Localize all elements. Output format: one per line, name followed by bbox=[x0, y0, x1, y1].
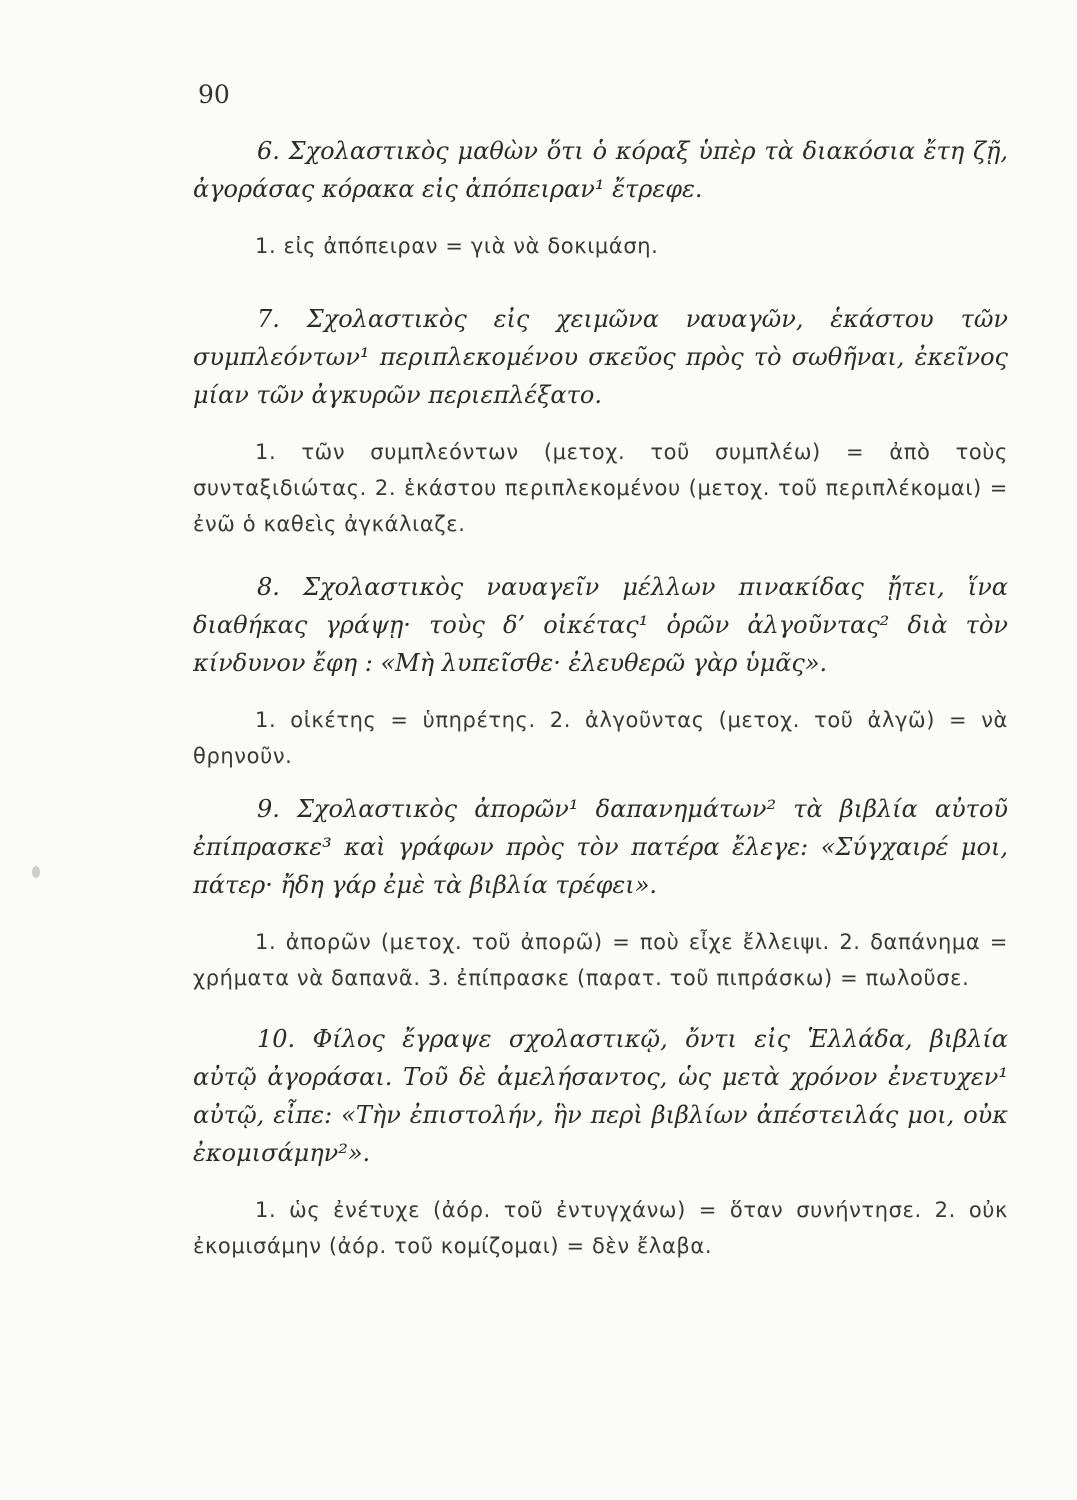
anecdote-6 bbox=[193, 132, 1008, 264]
anecdote-number: 6. bbox=[257, 137, 280, 165]
anecdote-number: 7. bbox=[257, 305, 280, 333]
footnote-text: 1. εἰς ἀπόπειραν = γιὰ νὰ δοκιμάση. bbox=[255, 234, 659, 258]
anecdote-7 bbox=[193, 300, 1008, 542]
anecdote-9 bbox=[193, 790, 1008, 996]
footnote bbox=[193, 924, 1008, 996]
footnote bbox=[193, 1192, 1008, 1264]
ink-smudge bbox=[32, 866, 40, 878]
footnote-text: 1. ὡς ἐνέτυχε (ἀόρ. τοῦ ἐντυγχάνω) = ὅταν συνήντησε. 2. οὐκ ἐκομισάμην (ἀόρ. τοῦ κομίζομαι) = δὲν ἔλαβα. bbox=[193, 1198, 1008, 1258]
anecdote-body: Σχολαστικὸς μαθὼν ὅτι ὁ κόραξ ὑπὲρ τὰ διακόσια ἔτη ζῇ, ἀγοράσας κόρακα εἰς ἀπόπειραν¹ ἔτρεφε. bbox=[193, 137, 1008, 203]
anecdote-text bbox=[193, 790, 1008, 904]
anecdote-8 bbox=[193, 568, 1008, 774]
anecdote-number: 10. bbox=[257, 1025, 296, 1053]
anecdote-body: Φίλος ἔγραψε σχολαστικῷ, ὄντι εἰς Ἑλλάδα, βιβλία αὐτῷ ἀγοράσαι. Τοῦ δὲ ἀμελήσαντος, ὡς μετὰ χρόνον ἐνετυχεν¹ αὐτῷ, εἶπε: «Τὴν ἐπιστολήν, ἣν περὶ βιβλίων ἀπέστειλάς μοι, οὐκ ἐκομισάμην²». bbox=[193, 1025, 1008, 1167]
anecdote-text bbox=[193, 132, 1008, 208]
anecdote-number: 9. bbox=[257, 795, 280, 823]
anecdote-10 bbox=[193, 1020, 1008, 1264]
footnote bbox=[193, 702, 1008, 774]
footnote-text: 1. ἀπορῶν (μετοχ. τοῦ ἀπορῶ) = ποὺ εἶχε ἔλλειψι. 2. δαπάνημα = χρήματα νὰ δαπανᾶ. 3. ἐπίπρασκε (παρατ. τοῦ πιπράσκω) = πωλοῦσε. bbox=[193, 930, 1008, 990]
footnote-text: 1. τῶν συμπλεόντων (μετοχ. τοῦ συμπλέω) = ἀπὸ τοὺς συνταξιδιώτας. 2. ἑκάστου περιπλεκομένου (μετοχ. τοῦ περιπλέκομαι) = ἐνῶ ὁ καθεὶς ἀγκάλιαζε. bbox=[193, 440, 1008, 536]
page-number: 90 bbox=[198, 80, 230, 109]
anecdote-text bbox=[193, 300, 1008, 414]
anecdote-text bbox=[193, 1020, 1008, 1172]
anecdote-body: Σχολαστικὸς ναυαγεῖν μέλλων πινακίδας ᾔτει, ἵνα διαθήκας γράψῃ· τοὺς δ’ οἰκέτας¹ ὁρῶν ἀλγοῦντας² διὰ τὸν κίνδυνον ἔφη : «Μὴ λυπεῖσθε· ἐλευθερῶ γὰρ ὑμᾶς». bbox=[193, 573, 1008, 677]
footnote-text: 1. οἰκέτης = ὑπηρέτης. 2. ἀλγοῦντας (μετοχ. τοῦ ἀλγῶ) = νὰ θρηνοῦν. bbox=[193, 708, 1008, 768]
anecdote-text bbox=[193, 568, 1008, 682]
footnote bbox=[193, 434, 1008, 542]
anecdote-body: Σχολαστικὸς ἀπορῶν¹ δαπανημάτων² τὰ βιβλία αὐτοῦ ἐπίπρασκε³ καὶ γράφων πρὸς τὸν πατέρα ἔλεγε: «Σύγχαιρέ μοι, πάτερ· ἤδη γάρ ἐμὲ τὰ βιβλία τρέφει». bbox=[193, 795, 1008, 899]
footnote bbox=[193, 228, 1008, 264]
anecdote-body: Σχολαστικὸς εἰς χειμῶνα ναυαγῶν, ἑκάστου τῶν συμπλεόντων¹ περιπλεκομένου σκεῦος πρὸς τὸ σωθῆναι, ἐκεῖνος μίαν τῶν ἀγκυρῶν περιεπλέξατο. bbox=[193, 305, 1009, 409]
anecdote-number: 8. bbox=[257, 573, 280, 601]
